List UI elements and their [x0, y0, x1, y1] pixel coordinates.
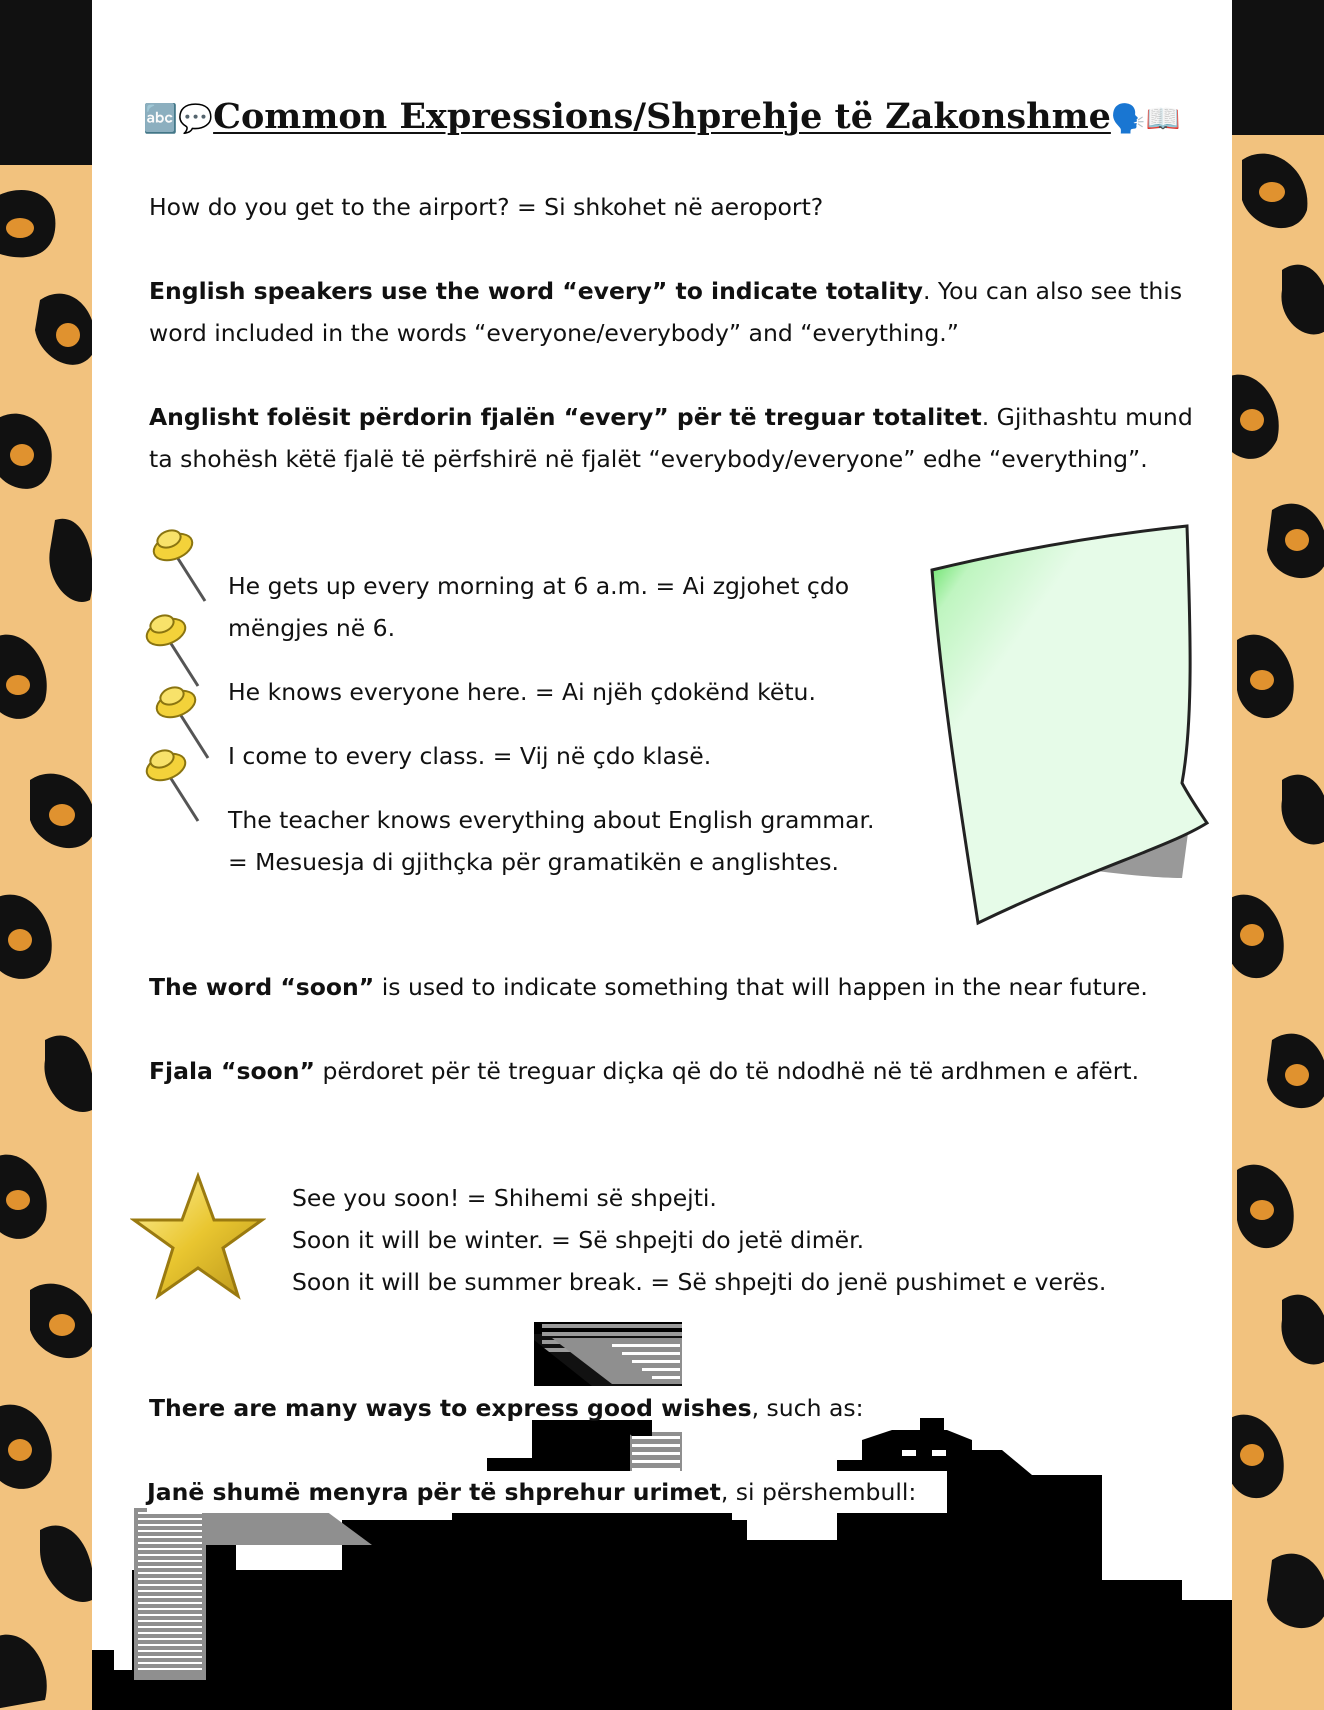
every-example-1-line2: mëngjes në 6.: [228, 614, 396, 642]
good-wishes-sq-rest: , si përshembull:: [720, 1478, 917, 1506]
striped-building-top: [534, 1322, 682, 1386]
soon-explanation-en-rest: is used to indicate something that will happen in the near future.: [374, 973, 1148, 1001]
soon-explanation-sq-rest: përdoret për të treguar diçka që do të ndodhë në të ardhmen e afërt.: [314, 1057, 1140, 1085]
every-example-1-line1: He gets up every morning at 6 a.m. = Ai zgjohet çdo: [228, 572, 850, 600]
good-wishes-en-bold: There are many ways to express good wishes: [149, 1394, 752, 1422]
soon-example-1: See you soon! = Shihemi së shpejti.: [292, 1184, 717, 1212]
pushpin-icon: [140, 610, 210, 690]
good-wishes-en-rest: , such as:: [751, 1394, 864, 1422]
every-explanation-sq: [149, 396, 1209, 480]
soon-example-2: Soon it will be winter. = Së shpejti do jetë dimër.: [292, 1226, 865, 1254]
good-wishes-sq-bold: Janë shumë menyra për të shprehur urimet: [147, 1478, 721, 1506]
leopard-pattern-right: [1232, 0, 1324, 1710]
leopard-border-right: [1232, 0, 1324, 1710]
soon-explanation-en: [149, 966, 1209, 1008]
sticky-note-graphic: [922, 518, 1222, 938]
every-explanation-en-rest: . You can also see this word included in the words “everyone/everybody” and “everything.”: [149, 277, 1183, 347]
every-example-4: [228, 799, 875, 883]
every-example-2: He knows everyone here. = Ai njëh çdokënd këtu.: [228, 678, 816, 706]
abc-speech-bubble-icon: 🔤💬: [143, 102, 214, 135]
leopard-pattern-left: [0, 0, 92, 1710]
pushpin-icon: [147, 525, 217, 605]
soon-explanation-sq-bold: Fjala “soon”: [149, 1057, 315, 1085]
every-explanation-en: [149, 270, 1209, 354]
title-text: Common Expressions/Shprehje të Zakonshme: [213, 96, 1111, 137]
every-explanation-sq-bold: Anglisht folësit përdorin fjalën “every” për të treguar totalitet: [149, 403, 982, 431]
every-example-3: I come to every class. = Vij në çdo klasë.: [228, 742, 712, 770]
leopard-border-left: [0, 0, 92, 1710]
soon-example-3: Soon it will be summer break. = Së shpejti do jenë pushimet e verës.: [292, 1268, 1107, 1296]
soon-explanation-en-bold: The word “soon”: [149, 973, 375, 1001]
star-icon: [130, 1172, 266, 1302]
speaking-head-book-icon: 🗣️📖: [1110, 102, 1181, 135]
airport-question: How do you get to the airport? = Si shkohet në aeroport?: [149, 193, 824, 221]
page-title: [92, 96, 1232, 137]
every-example-4-line1: The teacher knows everything about English grammar.: [228, 806, 875, 834]
document-page: [92, 0, 1232, 1710]
pushpin-icon: [140, 745, 210, 825]
good-wishes-sq: [147, 1471, 947, 1513]
every-explanation-en-bold: English speakers use the word “every” to indicate totality: [149, 277, 923, 305]
good-wishes-en: [149, 1387, 1209, 1429]
soon-explanation-sq: [149, 1050, 1209, 1092]
every-example-1: [228, 565, 849, 649]
every-example-4-line2: = Mesuesja di gjithçka për gramatikën e anglishtes.: [228, 848, 839, 876]
every-explanation-sq-rest: . Gjithashtu mund ta shohësh këtë fjalë të përfshirë në fjalët “everybody/everyone” edhe “everything”.: [149, 403, 1193, 473]
